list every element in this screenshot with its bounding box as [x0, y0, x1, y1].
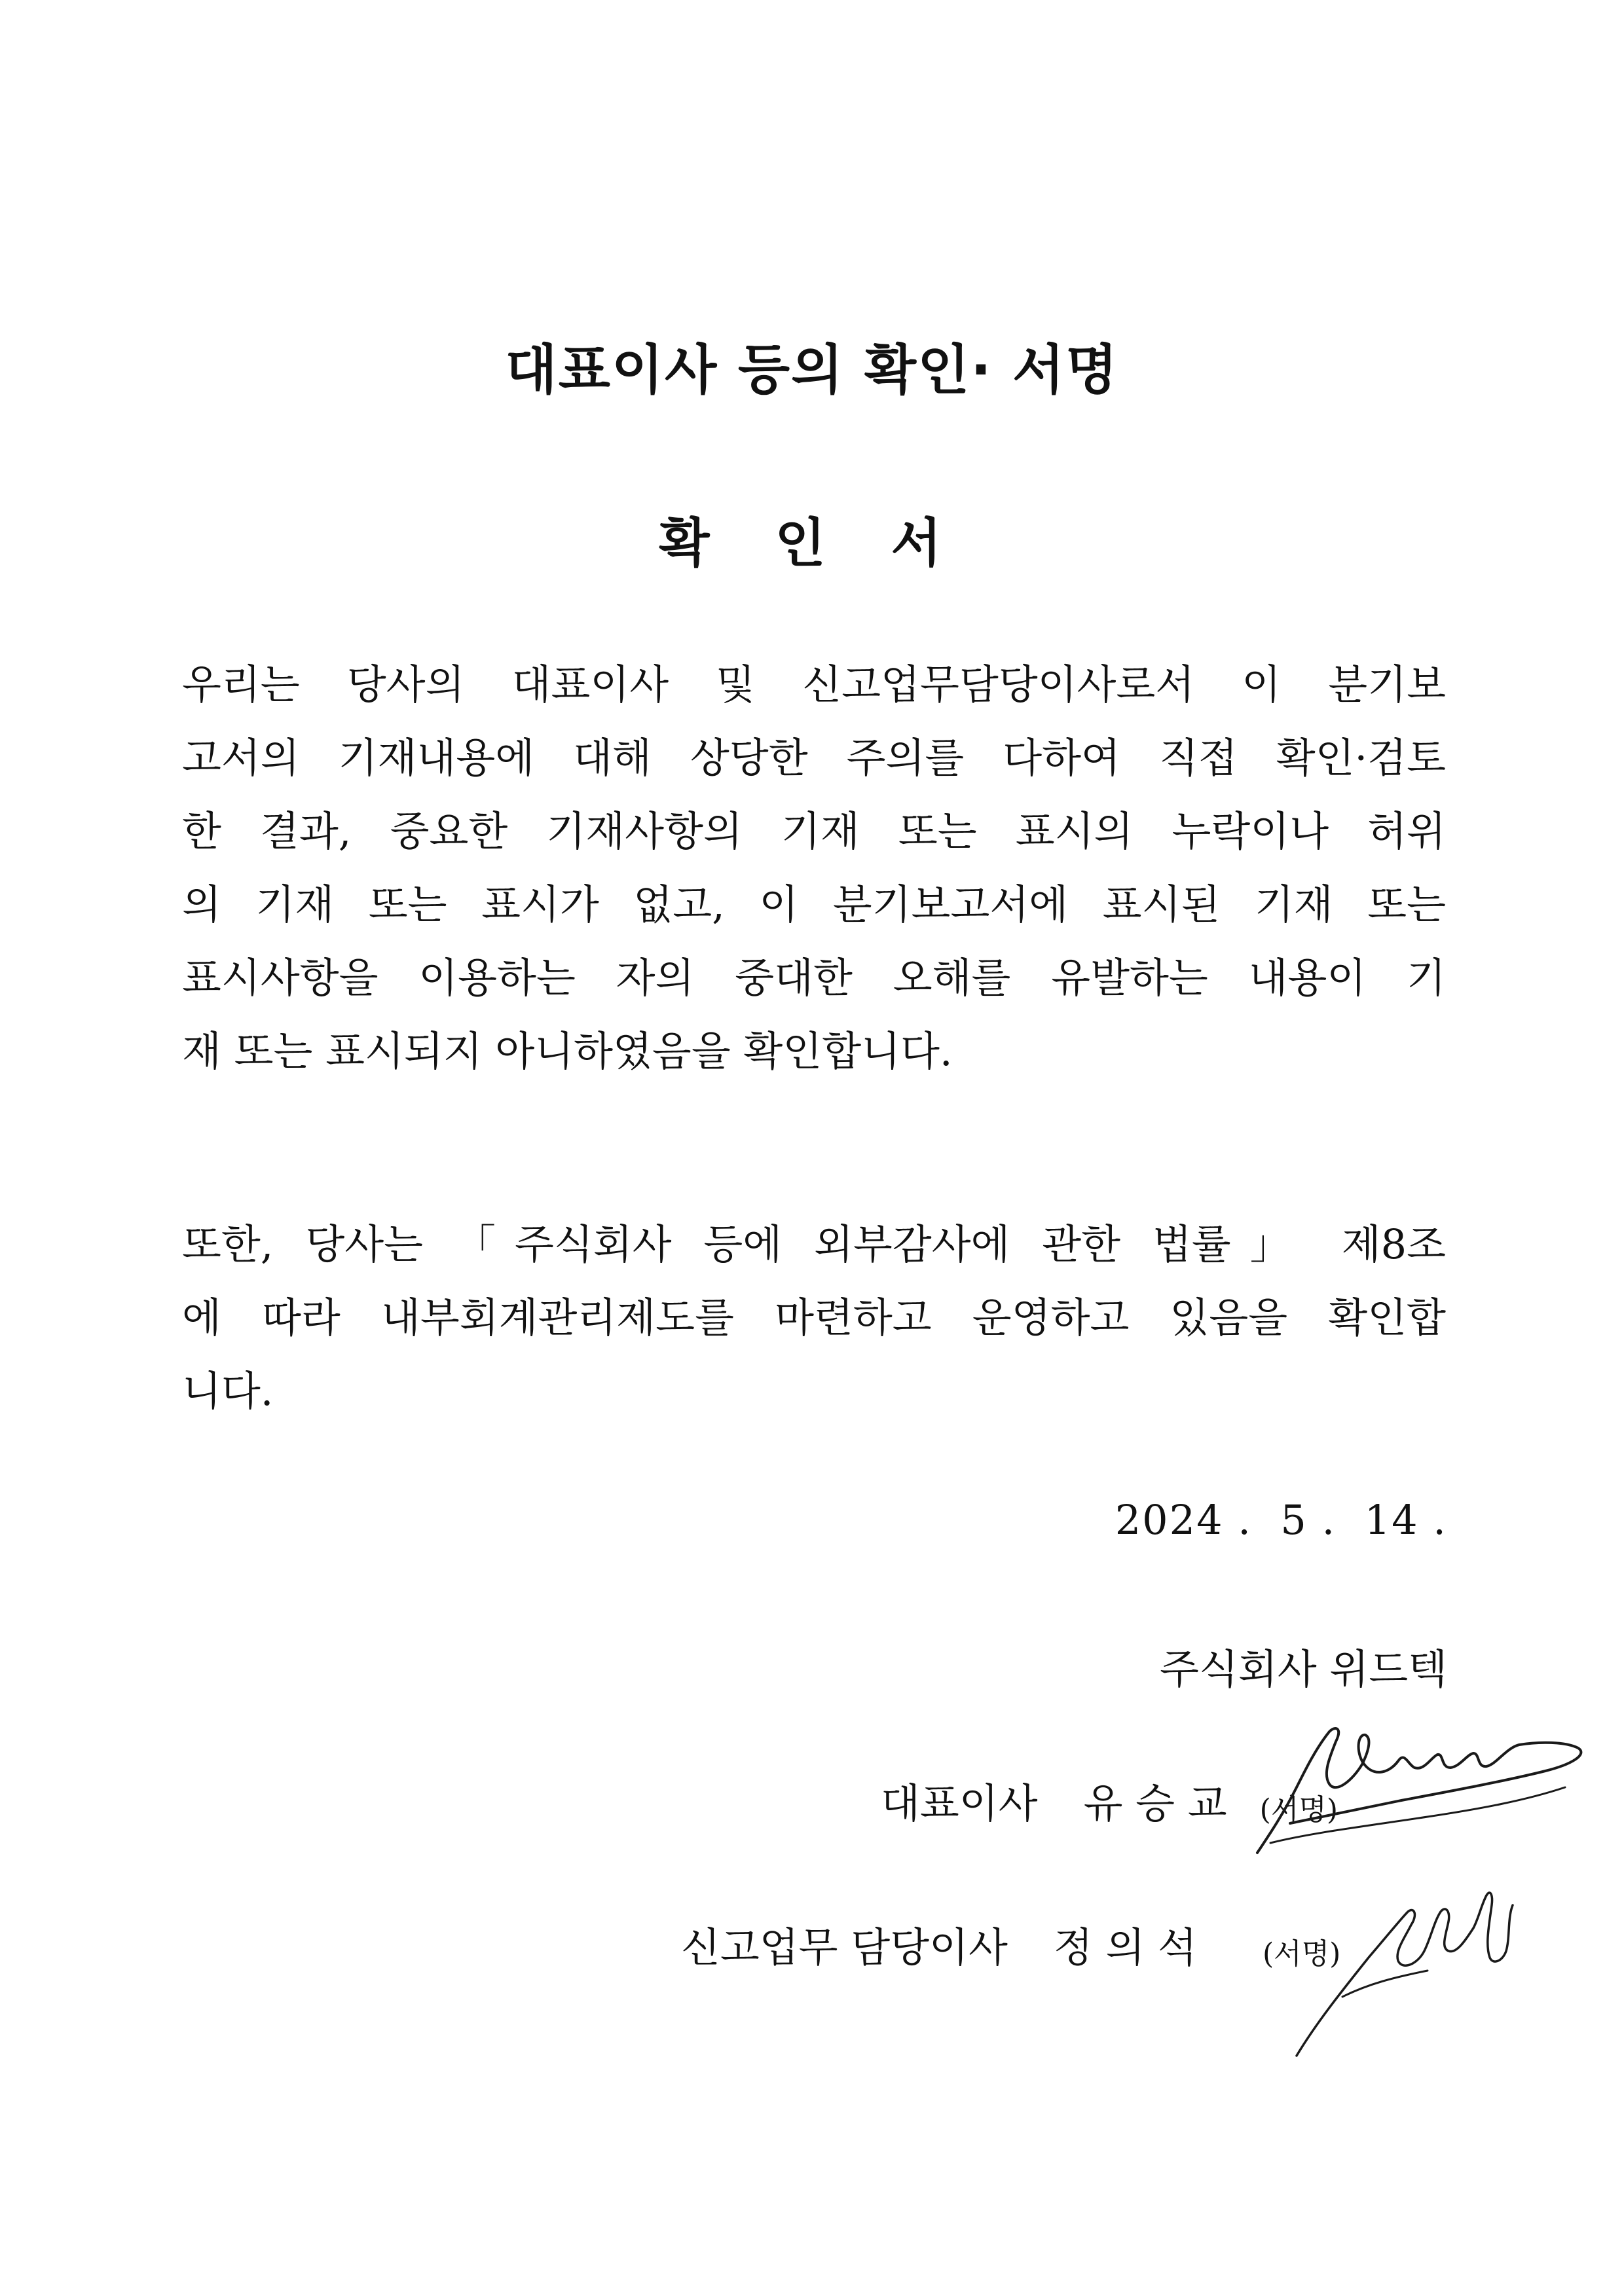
date-year: 2024: [1115, 1496, 1224, 1544]
paragraph-line: 우리는 당사의 대표이사 및 신고업무담당이사로서 이 분기보: [182, 661, 1446, 708]
paragraph-line: 표시사항을 이용하는 자의 중대한 오해를 유발하는 내용이 기: [182, 954, 1446, 1002]
confirmation-paragraph: [182, 648, 1446, 1088]
reporting-officer-signature-line: [681, 1915, 1340, 1973]
document-date: 2024 . 5 . 14 .: [1115, 1496, 1447, 1544]
date-day: 14: [1364, 1496, 1419, 1544]
signer-role: 신고업무 담당이사: [681, 1923, 1008, 1971]
signer-role: 대표이사: [881, 1779, 1038, 1827]
paragraph-line: 고서의 기재내용에 대해 상당한 주의를 다하여 직접 확인·검토: [182, 734, 1446, 782]
internal-control-paragraph: [182, 1208, 1446, 1428]
paragraph-line: 의 기재 또는 표시가 없고, 이 분기보고서에 표시된 기재 또는: [182, 881, 1446, 928]
paragraph-line: 에 따라 내부회계관리제도를 마련하고 운영하고 있음을 확인합: [182, 1294, 1446, 1341]
officer-handwritten-signature: [1277, 1866, 1552, 2062]
signer-name: 정 의 석: [1053, 1923, 1197, 1971]
paragraph-line: 또한, 당사는 「주식회사 등에 외부감사에 관한 법률」 제8조: [182, 1220, 1446, 1268]
sign-mark: (서명): [1259, 1793, 1338, 1827]
date-month: 5: [1280, 1496, 1308, 1544]
document-subtitle: 확 인 서: [659, 513, 965, 574]
paragraph-line: 한 결과, 중요한 기재사항의 기재 또는 표시의 누락이나 허위: [182, 807, 1446, 855]
sign-mark: (서명): [1262, 1937, 1341, 1971]
signer-name: 유 승 교: [1083, 1779, 1227, 1827]
paragraph-line: 니다.: [182, 1367, 274, 1415]
ceo-handwritten-signature: [1231, 1702, 1598, 1872]
company-name: 주식회사 위드텍: [1160, 1645, 1447, 1693]
paragraph-line: 재 또는 표시되지 아니하였음을 확인합니다.: [182, 1027, 953, 1075]
document-title: 대표이사 등의 확인· 서명: [505, 339, 1119, 401]
